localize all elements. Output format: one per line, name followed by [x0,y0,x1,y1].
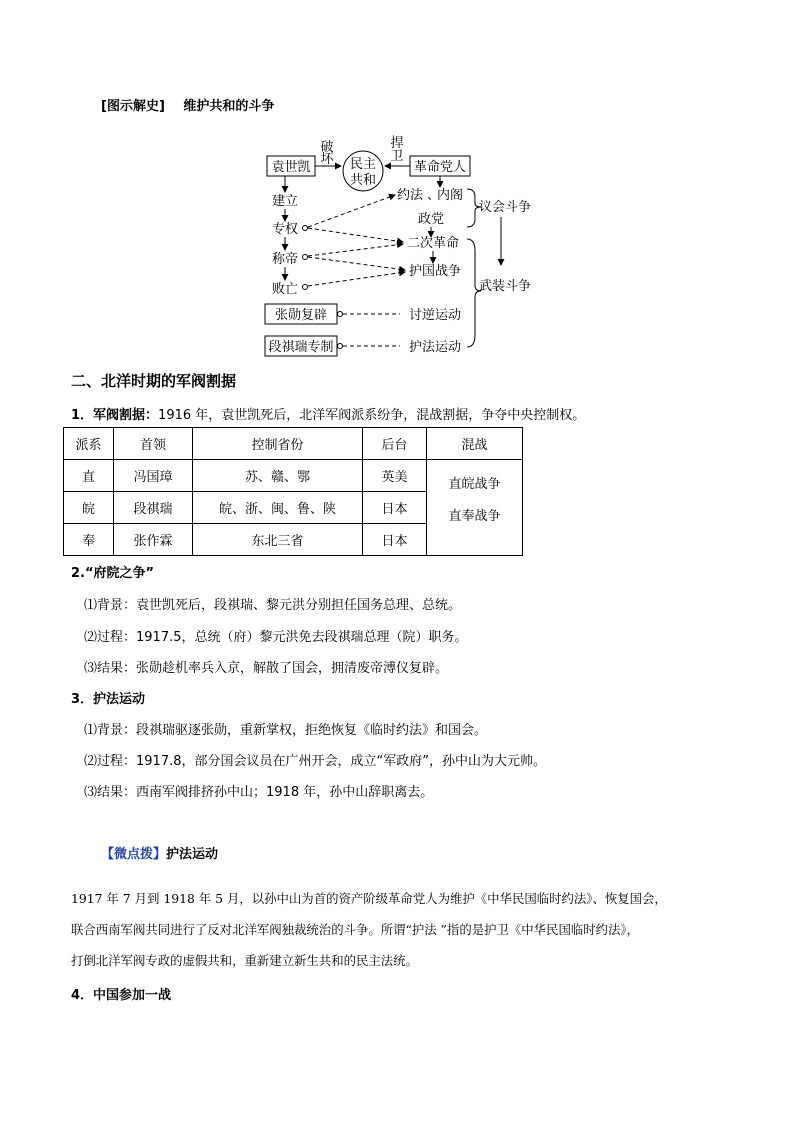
baiwang: 败亡 [271,282,299,297]
zhangxun: 张勋复辟 [274,308,328,323]
section2-title: 二、北洋时期的军阀割据 [71,372,237,390]
war-cell [427,460,523,556]
tip-title: 护法运动 [166,847,219,862]
struggle-diagram [255,135,555,360]
rev-label: 革命党人 [413,160,467,175]
center-bottom: 共和 [349,173,377,188]
cell: 冯国璋 [114,460,193,492]
tip-line-2: 联合西南军阀共同进行了反对北洋军阀独裁统治的斗争。所谓“护法 ”指的是护卫《中华民国临时约法》， [71,922,639,937]
s2-item-2: ⑵过程：1917.5，总统（府）黎元洪免去段祺瑞总理（院）职务。 [84,630,468,645]
zhuanquan: 专权 [271,222,299,237]
cell: 直 [64,460,114,492]
war-1: 直皖战争 [448,477,501,492]
zhengdang: 政党 [417,212,445,227]
yuan-label: 袁世凯 [271,160,311,175]
taoni: 讨逆运动 [408,308,462,323]
s3-item-3: ⑶结果：西南军阀排挤孙中山；1918 年，孙中山辞职离去。 [84,785,434,800]
pohuai-1: 破 [320,140,334,155]
s3-title: 3．护法运动 [71,692,146,707]
hufa: 护法运动 [408,340,462,355]
huguo: 护国战争 [408,264,462,279]
th-faction: 派系 [64,428,114,460]
th-provinces: 控制省份 [193,428,363,460]
th-war: 混战 [427,428,523,460]
s3-item-2: ⑵过程：1917.8，部分国会议员在广州开会，成立“军政府”，孙中山为大元帅。 [84,754,546,769]
tip-line-3: 打倒北洋军阀专政的虚假共和，重新建立新生共和的民主法统。 [71,953,418,968]
pohuai-2: 坏 [320,152,334,167]
cell: 日本 [363,492,427,524]
hanwei-2: 卫 [390,149,404,164]
s3-item-1: ⑴背景：段祺瑞驱逐张勋，重新掌权，拒绝恢复《临时约法》和国会。 [84,723,488,738]
s2-title: 2.“府院之争” [71,566,155,581]
s4-title: 4．中国参加一战 [71,988,172,1003]
yuefa: 约法 [396,188,424,203]
cell: 皖、浙、闽、鲁、陕 [193,492,363,524]
s1-label: 1．军阀割据： [71,408,159,423]
center-top: 民主 [349,157,377,172]
s2-item-3: ⑶结果：张勋趁机率兵入京，解散了国会，拥清废帝溥仪复辟。 [84,661,449,676]
ercigeming: 二次革命 [406,236,460,251]
cell: 东北三省 [193,524,363,556]
warlord-table [63,427,523,556]
tip-line-1: 1917 年 7 月到 1918 年 5 月，以孙中山为首的资产阶级革命党人为维护《中华民国临时约法》、恢复国会， [71,891,667,906]
yihui: 议会斗争 [478,200,532,215]
wuzhuang: 武装斗争 [478,279,532,294]
chengdi: 称帝 [271,252,299,267]
tip-heading [101,843,218,862]
th-leader: 首领 [114,428,193,460]
cell: 张作霖 [114,524,193,556]
table-row [64,460,523,492]
svg-text:、: 、 [427,188,441,203]
neige: 内阁 [436,188,464,203]
th-backer: 后台 [363,428,427,460]
s1-text: 1916 年，袁世凯死后，北洋军阀派系纷争，混战割据，争夺中央控制权。 [158,408,586,423]
cell: 日本 [363,524,427,556]
war-2: 直奉战争 [448,509,501,524]
s1-line [71,404,585,423]
diagram-tag: [图示解史] [101,99,165,114]
jianli: 建立 [271,194,299,209]
cell: 段祺瑞 [114,492,193,524]
cell: 英美 [363,460,427,492]
cell: 皖 [64,492,114,524]
hanwei-1: 捍 [390,136,404,151]
table-header-row [64,428,523,460]
diagram-title [101,95,274,114]
cell: 奉 [64,524,114,556]
tip-tag: 【微点拨】 [101,847,167,862]
s2-item-1: ⑴背景：袁世凯死后，段祺瑞、黎元洪分别担任国务总理、总统。 [84,598,462,613]
cell: 苏、赣、鄂 [193,460,363,492]
diagram-heading: 维护共和的斗争 [183,99,275,114]
duan: 段祺瑞专制 [268,340,334,355]
